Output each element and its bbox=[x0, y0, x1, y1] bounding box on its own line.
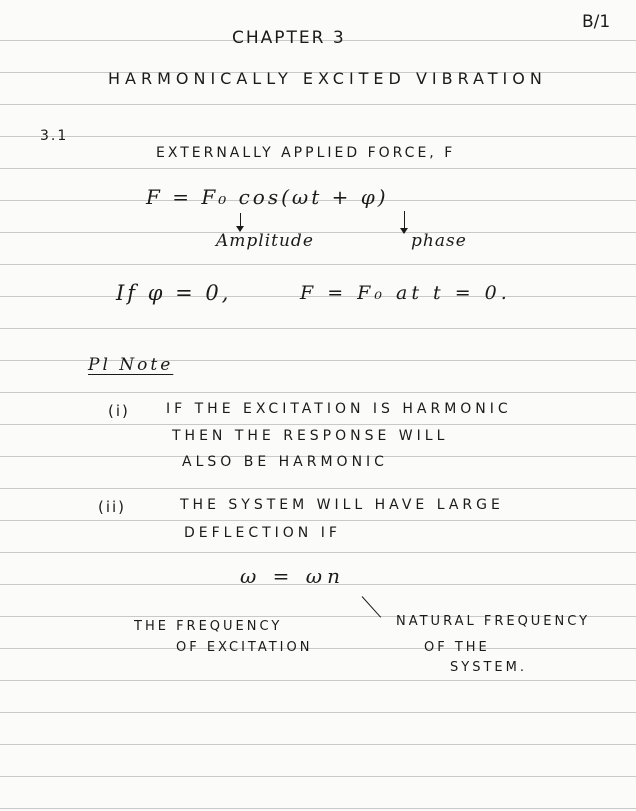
phase-arrow bbox=[404, 211, 405, 233]
note-item-line: DEFLECTION IF bbox=[184, 525, 341, 541]
resonance-equation: ω = ωn bbox=[240, 564, 345, 588]
natural-frequency-pointer bbox=[362, 596, 381, 617]
note-heading: Pl Note bbox=[88, 355, 174, 375]
natural-frequency-label-line: NATURAL FREQUENCY bbox=[396, 614, 591, 629]
note-item-line: ALSO BE HARMONIC bbox=[182, 454, 388, 470]
note-item-marker: (i) bbox=[108, 402, 130, 420]
note-item-line: IF THE EXCITATION IS HARMONIC bbox=[166, 401, 512, 417]
page-title: HARMONICALLY EXCITED VIBRATION bbox=[108, 69, 547, 88]
note-item-marker: (ii) bbox=[98, 498, 127, 516]
excitation-label-line: OF EXCITATION bbox=[176, 640, 313, 655]
amplitude-arrow bbox=[240, 213, 241, 231]
natural-frequency-label-line: OF THE bbox=[424, 640, 490, 655]
page-number: B/1 bbox=[582, 12, 611, 32]
note-item-line: THEN THE RESPONSE WILL bbox=[172, 428, 449, 444]
natural-frequency-label-line: SYSTEM. bbox=[450, 660, 527, 675]
section-number: 3.1 bbox=[40, 128, 69, 144]
note-item-line: THE SYSTEM WILL HAVE LARGE bbox=[180, 497, 504, 513]
phase-label: phase bbox=[411, 231, 467, 251]
amplitude-label: Amplitude bbox=[216, 231, 314, 251]
section-heading: EXTERNALLY APPLIED FORCE, F bbox=[156, 145, 456, 161]
chapter-heading: CHAPTER 3 bbox=[232, 28, 346, 48]
excitation-label-line: THE FREQUENCY bbox=[134, 619, 283, 634]
phase-condition-result: F = F₀ at t = 0. bbox=[300, 282, 511, 304]
force-equation: F = F₀ cos(ωt + φ) bbox=[146, 185, 389, 209]
phase-condition: If φ = 0, bbox=[116, 281, 232, 305]
